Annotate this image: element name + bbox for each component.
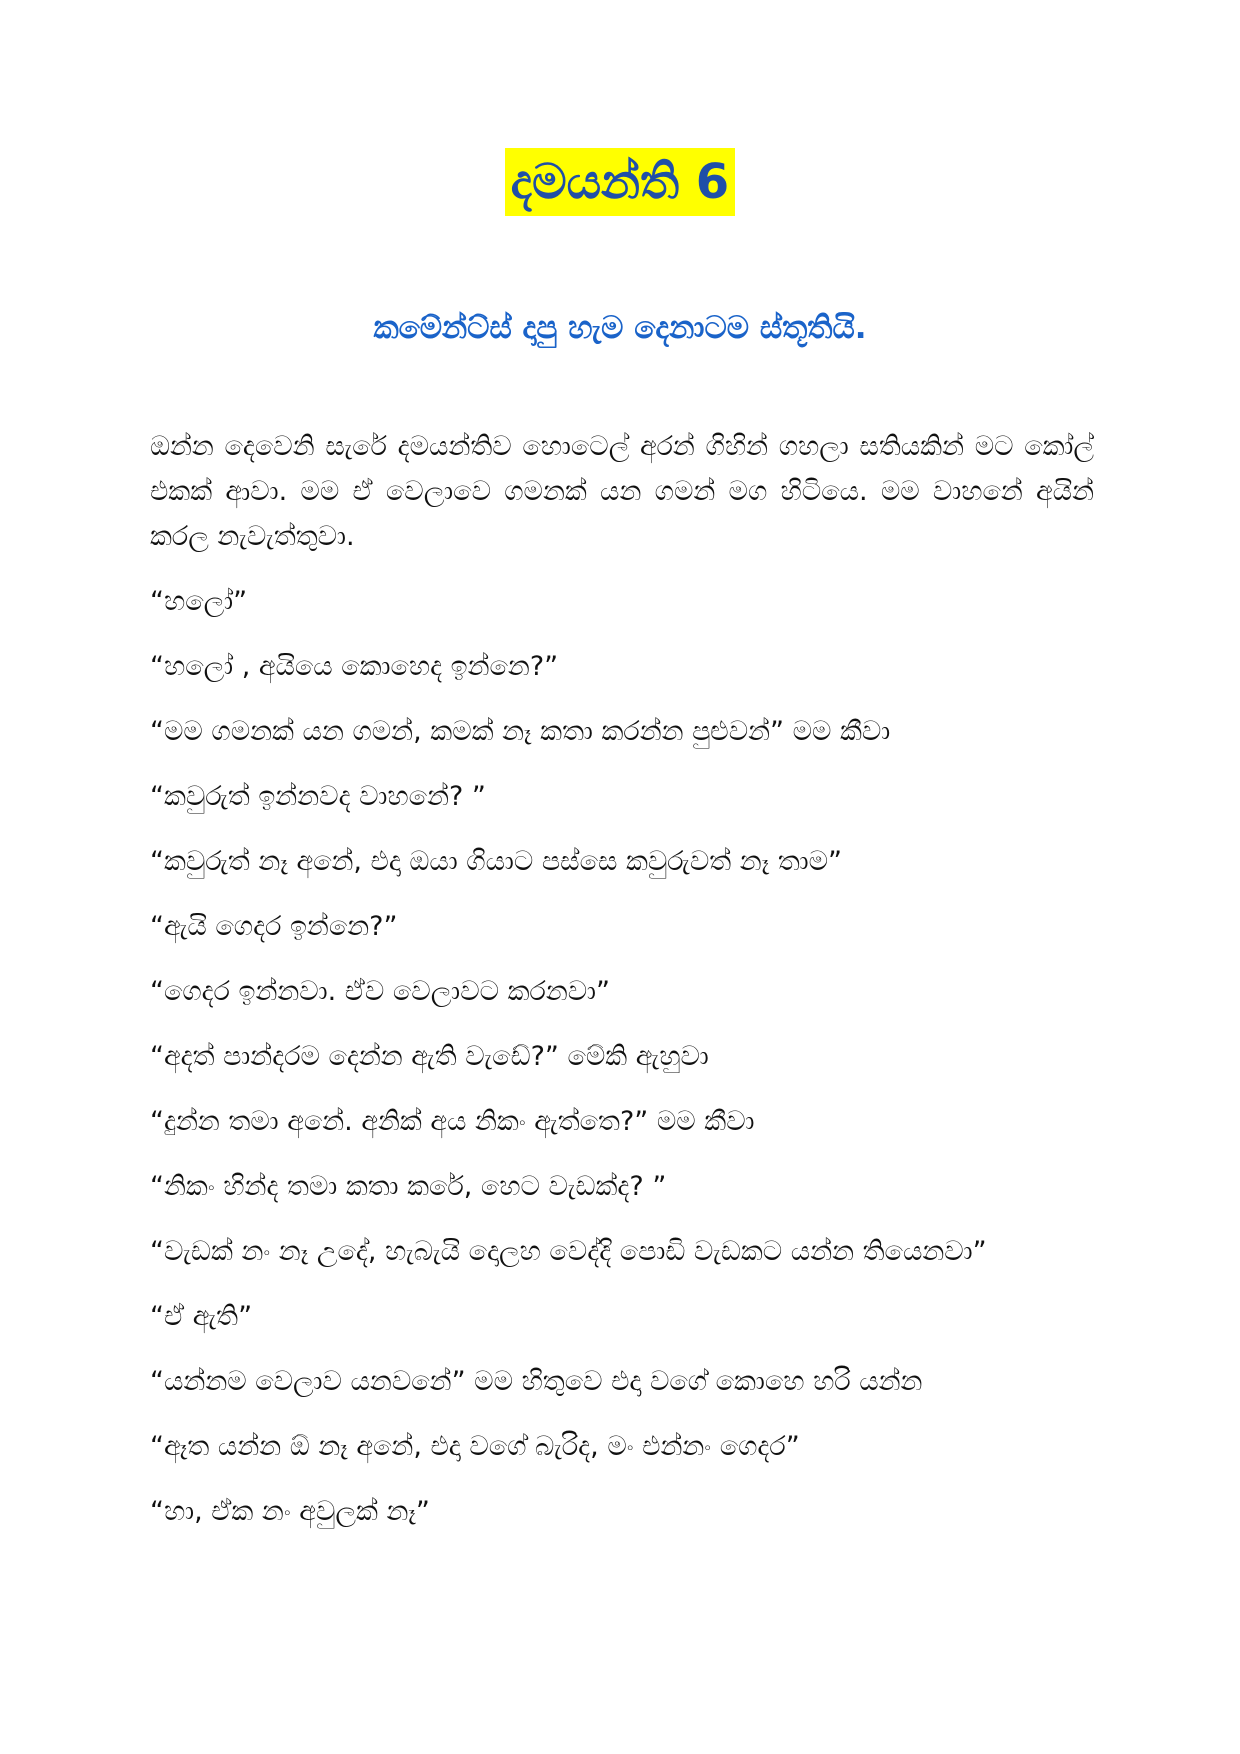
dialogue-line: “යන්නම වෙලාව යනවනේ” මම හිතුවෙ එදා වගේ කොහෙ හරි යන්න	[150, 1366, 923, 1397]
dialogue-line: “ඒ ඇති”	[150, 1301, 253, 1332]
dialogue-line: “කවුරුත් ඉන්නවද වාහනේ? ”	[150, 781, 486, 812]
story-body	[150, 424, 1094, 1554]
dialogue-line: “ගෙදර ඉන්නවා. ඒව වෙලාවට කරනවා”	[150, 976, 611, 1007]
dialogue-line: “ඇයි ගෙදර ඉන්නෙ?”	[150, 911, 398, 942]
intro-paragraph: ඔන්න දෙවෙනි සැරේ දමයන්තිව හොටෙල් අරන් ගිහින් ගහලා සතියකින් මට කෝල් එකක් ආවා. මම ඒ වෙලාවෙ ගමනක් යන ගමන් මග හිටියෙ. මම වාහනේ අයින් කරල නැවැත්තුවා.	[150, 431, 1094, 552]
dialogue-line: “මම ගමනක් යන ගමන්, කමක් නෑ කතා කරන්න පුළුවන්” මම කීවා	[150, 716, 891, 747]
dialogue-line: “හා, ඒක නං අවුලක් නෑ”	[150, 1496, 430, 1527]
dialogue-line: “දුන්න තමා අනේ. අනික් අය නිකං ඇත්තෙ?” මම කීවා	[150, 1106, 755, 1137]
document-subtitle: කමේන්ට්ස් දාපු හැම දෙනාටම ස්තූතියි.	[373, 310, 867, 346]
dialogue-line: “වැඩක් නං නෑ උදේ, හැබැයි දොලහ වෙද්දි පොඩි වැඩකට යන්න තියෙනවා”	[150, 1236, 987, 1267]
dialogue-line: “ඈත යන්න ඕ නෑ අනේ, එදා වගේ බැරිද, මං එන්නං ගෙදර”	[150, 1431, 800, 1462]
dialogue-line: “නිකං හින්ද තමා කතා කරේ, හෙට වැඩක්ද? ”	[150, 1171, 667, 1202]
title-container	[0, 148, 1240, 216]
document-title: දමයන්ති 6	[505, 148, 735, 216]
dialogue-line: “හලෝ , අයියෙ කොහෙද ඉන්නෙ?”	[150, 651, 559, 682]
dialogue-line: “කවුරුත් නෑ අනේ, එදා ඔයා ගියාට පස්සෙ කවුරුවත් නෑ තාම”	[150, 846, 843, 877]
dialogue-line: “අදත් පාන්දරම දෙන්න ඇති වැඩේ?” මේකි ඇහුවා	[150, 1041, 709, 1072]
dialogue-line: “හලෝ”	[150, 586, 248, 617]
